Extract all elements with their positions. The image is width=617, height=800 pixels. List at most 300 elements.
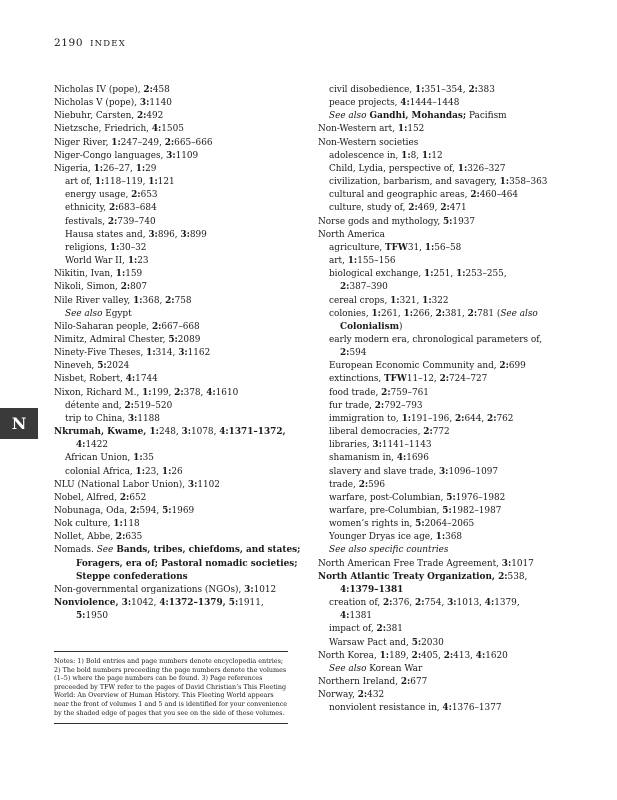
entry-text-part: 1: [113, 519, 123, 530]
index-entry [54, 597, 290, 610]
entry-text-part: détente and, [65, 400, 125, 411]
entry-text-part: 3: [180, 229, 190, 240]
entry-text-part: 807 [130, 282, 148, 293]
entry-text-part: 2: [119, 492, 130, 503]
entry-text-part: 644, [464, 413, 488, 424]
entry-text-part: 381, [445, 308, 468, 319]
entry-text-part: Gandhi, Mohandas; [366, 111, 467, 122]
entry-text-part: 4:1371–1372, [219, 427, 286, 438]
entry-text-part: Nilo-Saharan people, [54, 321, 152, 332]
entry-text-part: Non-governmental organizations (NGOs), [54, 584, 245, 595]
entry-text-part: North American Free Trade Agreement, [318, 558, 502, 569]
entry-text-part: 2: [143, 85, 153, 95]
entry-text-part: North Korea, [318, 650, 380, 661]
entry-text-part: 56–58 [434, 242, 462, 253]
entry-text-part: Nile River valley, [54, 295, 134, 306]
entry-text-part: 1: [135, 163, 146, 174]
entry-text-part: adolescence in, [329, 150, 402, 161]
entry-text-part: 8, [410, 150, 422, 161]
entry-text-part: 314, [155, 348, 179, 359]
entry-text-part: 519–520 [133, 400, 173, 411]
index-entry [54, 387, 290, 400]
entry-text-part: 5: [442, 216, 453, 227]
entry-text-part: 1376–1377 [451, 703, 502, 714]
index-continuation [54, 571, 290, 584]
entry-text-part: 1950 [85, 611, 109, 622]
index-subentry [318, 466, 564, 479]
entry-text-part: 4: [340, 611, 350, 622]
entry-text-part: 2: [470, 190, 480, 201]
index-subentry [54, 452, 290, 465]
index-continuation [54, 610, 290, 623]
entry-text-part: 3: [121, 598, 132, 609]
entry-text-part: 1969 [171, 506, 195, 516]
entry-text-part: 1: [127, 256, 138, 267]
index-entry [54, 295, 290, 308]
entry-text-part: 1: [421, 150, 432, 161]
index-continuation [318, 584, 564, 597]
index-continuation [318, 347, 564, 360]
entry-text-part: 118 [122, 519, 140, 530]
entry-text-part: 1620 [485, 650, 508, 661]
entry-text-part: 2: [415, 598, 425, 609]
index-subentry [318, 544, 564, 557]
entry-text-part: 2: [383, 598, 393, 609]
entry-text-part: 2: [468, 85, 478, 95]
entry-text-part: 1102 [197, 479, 220, 490]
entry-text-part: TFW [384, 374, 407, 385]
entry-text-part: 1911, [238, 598, 264, 609]
entry-text-part: impact of, [329, 624, 377, 635]
entry-text-part: culture, study of, [329, 203, 409, 214]
entry-text-part: 471 [449, 203, 467, 214]
index-subentry [54, 242, 290, 255]
entry-text-part: 1: [94, 177, 105, 188]
entry-text-part: 432 [367, 690, 385, 701]
entry-text-part: See also [65, 308, 103, 319]
entry-text-part: Child, Lydia, perspective of, [329, 163, 458, 174]
index-entry [54, 584, 290, 597]
entry-text-part: 594, [139, 506, 163, 516]
index-entry [318, 137, 564, 150]
entry-text-part: ) where the page numbers can be found. 3) Page references preceeded by [54, 674, 263, 691]
index-continuation [318, 610, 564, 623]
entry-text-part: 1: [115, 269, 126, 280]
entry-text-part: Niger River, [54, 137, 112, 148]
entry-text-part: 35 [142, 453, 154, 464]
index-entry [318, 676, 564, 689]
entry-text-part: religions, [65, 242, 110, 253]
entry-text-part: 1444–1448 [409, 98, 460, 109]
entry-text-part: 5: [162, 506, 172, 516]
entry-text-part: Nollet, Abbe, [54, 532, 116, 543]
index-entry [54, 544, 301, 557]
entry-text-part: Steppe confederations [76, 571, 188, 582]
entry-text-part: 460–464 [479, 190, 519, 201]
index-entry [54, 281, 290, 294]
entry-text-part: 4: [76, 440, 86, 451]
entry-text-part: 11–12, [406, 374, 440, 385]
entry-text-part: 321, [399, 295, 423, 306]
index-entry [318, 650, 564, 663]
entry-text-part: Nok culture, [54, 519, 114, 530]
entry-text-part: 652 [129, 492, 147, 503]
entry-text-part: This Fleeting World: An Overview of Human History. [54, 682, 287, 700]
entry-text-part: art of, [65, 177, 95, 188]
entry-text-part: 351–354, [424, 85, 469, 95]
entry-text-part: 266, [413, 308, 436, 319]
entry-text-part: 2: [499, 361, 509, 372]
entry-text-part: 3: [166, 150, 176, 161]
entry-text-part: 1141–1143 [381, 440, 432, 451]
entry-text-part: civilization, barbarism, and savagery, [329, 177, 500, 188]
entry-text-part: 2: [151, 321, 162, 332]
index-subentry [318, 295, 564, 308]
index-subentry [318, 623, 564, 636]
entry-text-part: fur trade, [329, 400, 375, 411]
entry-text-part: 3: [438, 466, 449, 477]
entry-text-part: 1505 [161, 124, 184, 135]
index-subentry [318, 97, 564, 110]
entry-text-part: See also [329, 111, 367, 122]
index-subentry [54, 229, 290, 242]
index-entry [54, 360, 290, 373]
index-subentry [318, 452, 564, 465]
entry-text-part: 594 [349, 348, 367, 359]
entry-text-part: 358–363 [509, 177, 548, 188]
entry-text-part: 781 ( [477, 308, 501, 319]
entry-text-part: 1012 [253, 584, 277, 595]
entry-text-part: Niger-Congo languages, [54, 150, 167, 161]
entry-text-part: creation of, [329, 598, 383, 609]
entry-text-part: 2030 [421, 637, 444, 648]
entry-text-part: refer to the pages of David Christian’s [115, 682, 244, 691]
entry-text-part: 2: [381, 387, 391, 398]
index-entry [54, 321, 290, 334]
entry-text-part: 538, [507, 571, 528, 582]
entry-text-part: 2: [115, 532, 126, 543]
entry-text-part: 1: [135, 466, 145, 477]
entry-text-part: 1162 [187, 348, 211, 359]
entry-text-part: 5: [168, 334, 178, 345]
notes-text [54, 657, 288, 717]
entry-text-part: 2: [376, 624, 386, 635]
entry-text-part: 4:1379–1381 [340, 584, 404, 595]
index-entry [54, 426, 290, 439]
entry-text-part: Notes: [54, 657, 76, 665]
entry-text-part: Nietzsche, Friedrich, [54, 124, 152, 135]
index-entry [54, 150, 290, 163]
entry-text-part: 2: [108, 203, 119, 214]
section-letter: N [11, 414, 27, 433]
index-subentry [318, 505, 564, 518]
entry-text-part: 2: [107, 216, 118, 227]
index-entry [318, 558, 564, 571]
index-subentry [54, 466, 290, 479]
entry-text-part: 1381 [349, 611, 373, 622]
index-subentry [54, 400, 290, 413]
entry-text-part: 1: [111, 137, 121, 148]
index-subentry [54, 189, 290, 202]
entry-text-part: Bold [85, 657, 101, 665]
entry-text-part: 405, [421, 650, 444, 661]
entry-text-part: Nineveh, [54, 361, 98, 372]
entry-text-part: 31, [407, 242, 425, 253]
entry-text-part: 383 [477, 85, 495, 95]
entry-text-part: 2: [454, 413, 465, 424]
entry-text-part: 1017 [511, 558, 534, 569]
index-subentry [318, 308, 564, 321]
entry-text-part: TFW [99, 682, 116, 691]
index-entry [54, 110, 290, 123]
entry-text-part: 4: [206, 387, 216, 398]
entry-text-part: 5: [442, 506, 452, 516]
entry-text-part: 596 [368, 479, 386, 490]
entry-text-part: 3: [148, 229, 158, 240]
entry-text-part: 2: [400, 677, 411, 688]
entry-text-part: Nomads. [54, 545, 97, 556]
entry-text-part: 1: [422, 295, 432, 306]
entry-text-part: 492 [146, 111, 164, 122]
index-subentry [318, 176, 564, 189]
entry-text-part: 772 [432, 427, 450, 438]
entry-text-part: 667–668 [161, 321, 200, 332]
entry-text-part: 1: [424, 242, 435, 253]
entry-text-part: 1: [161, 466, 172, 477]
entry-text-part: early modern era, chronological parameters of, [329, 334, 543, 345]
entry-text-part: North Atlantic Treaty Organization, 2: [318, 571, 508, 582]
entry-text-part: ) [398, 321, 403, 332]
index-column-right [318, 84, 564, 716]
entry-text-part: 1937 [452, 216, 476, 227]
entry-text-part: 2: [439, 374, 450, 385]
entry-text-part: 5: [76, 611, 86, 622]
notes-box [54, 651, 288, 724]
entry-text-part: Norse gods and mythology, [318, 216, 443, 227]
entry-text-part: 724–727 [449, 374, 488, 385]
entry-text-part: entries and page numbers denote encyclopedia entries; 2) The bold numbers preceeding the page numbers denote the volumes ( [54, 657, 287, 683]
index-subentry [318, 702, 564, 715]
entry-text-part: food trade, [329, 387, 382, 398]
entry-text-part: 2: [130, 506, 140, 516]
entry-text-part: 4: [475, 650, 486, 661]
index-subentry [54, 255, 290, 268]
entry-text-part: 1096–1097 [448, 466, 499, 477]
index-subentry [318, 150, 564, 163]
entry-text-part: 635 [125, 532, 143, 543]
entry-text-part: See [96, 545, 114, 556]
entry-text-part: 322 [431, 295, 449, 306]
entry-text-part: 1: [397, 124, 408, 135]
entry-text-part: 1: [424, 269, 434, 280]
index-continuation [318, 281, 564, 294]
index-subentry [318, 373, 564, 386]
entry-text-part: 5: [446, 492, 456, 503]
index-entry [54, 137, 290, 150]
entry-text-part: 1: [148, 177, 158, 188]
index-subentry [318, 163, 564, 176]
entry-text-part: women’s rights in, [329, 519, 416, 530]
index-entry [54, 505, 290, 518]
entry-text-part: 1: [456, 269, 466, 280]
entry-text-part: 3: [178, 348, 188, 359]
entry-text-part: 381 [386, 624, 403, 635]
entry-text-part: 653 [140, 190, 158, 201]
entry-text-part: 2: [440, 203, 450, 214]
entry-text-part: 159 [125, 269, 143, 280]
entry-text-part: biological exchange, [329, 269, 425, 280]
entry-text-part: 1: [347, 256, 358, 267]
entry-text-part: Younger Dryas ice age, [329, 532, 436, 543]
entry-text-part: 1042, [131, 598, 160, 609]
entry-text-part: 1: [93, 163, 104, 174]
entry-text-part: 1379, [494, 598, 520, 609]
entry-text-part: 368, [142, 295, 166, 306]
entry-text-part: 1: [415, 85, 425, 95]
entry-text-part: Hausa states and, [65, 229, 149, 240]
entry-text-part: 247–249, [120, 137, 165, 148]
index-entry [54, 492, 290, 505]
entry-text-part: 1: [379, 650, 390, 661]
page-number: 2190 [54, 37, 84, 49]
entry-text-part: 2: [131, 190, 141, 201]
entry-text-part: 2: [467, 308, 478, 319]
entry-text-part: art, [329, 256, 348, 267]
index-subentry [318, 663, 564, 676]
entry-text-part: 1109 [175, 150, 199, 161]
entry-text-part: 23, [144, 466, 162, 477]
index-subentry [318, 597, 564, 610]
entry-text-part: Nigeria, [54, 163, 94, 174]
entry-text-part: agriculture, [329, 242, 385, 253]
entry-text-part: 469, [417, 203, 441, 214]
entry-text-part: 2: [340, 348, 350, 359]
entry-text-part: 1: [371, 308, 381, 319]
entry-text-part: 1–5 [56, 674, 68, 683]
entry-text-part: slavery and slave trade, [329, 466, 439, 477]
entry-text-part: 1610 [215, 387, 239, 398]
entry-text-part: 248, [158, 427, 182, 438]
index-entry [54, 97, 290, 110]
entry-text-part: 762 [496, 413, 514, 424]
entry-text-part: 1078, [190, 427, 220, 438]
entry-text-part: 1982–1987 [451, 506, 502, 516]
entry-text-part: 1) [75, 657, 86, 665]
index-continuation [318, 321, 564, 334]
entry-text-part: 413, [453, 650, 476, 661]
entry-text-part: 2064–2065 [424, 519, 475, 530]
entry-text-part: See also [329, 663, 367, 674]
entry-text-part: 5: [97, 361, 107, 372]
entry-text-part: 759–761 [390, 387, 429, 398]
index-subentry [318, 426, 564, 439]
entry-text-part: 665–666 [174, 137, 213, 148]
index-subentry [318, 492, 564, 505]
entry-text-part: Nimitz, Admiral Chester, [54, 334, 169, 345]
entry-text-part: World War II, [65, 256, 128, 267]
entry-text-part: 2: [443, 650, 454, 661]
index-entry [54, 373, 290, 386]
entry-text-part: 1: [499, 177, 510, 188]
entry-text-part: 23 [137, 256, 149, 267]
entry-text-part: 2: [374, 400, 385, 411]
entry-text-part: Nkrumah, Kwame, 1: [54, 427, 159, 438]
entry-text-part: 699 [508, 361, 526, 372]
entry-text-part: extinctions, [329, 374, 385, 385]
index-subentry [54, 202, 290, 215]
entry-text-part: 1: [146, 348, 156, 359]
entry-text-part: 326–327 [467, 163, 506, 174]
entry-text-part: 251, [433, 269, 457, 280]
entry-text-part: Niebuhr, Carsten, [54, 111, 137, 122]
entry-text-part: 1: [403, 308, 413, 319]
entry-text-part: 2: [165, 295, 175, 306]
entry-text-part: 1: [142, 387, 152, 398]
entry-text-part: Bands, tribes, chiefdoms, and states; [113, 545, 301, 556]
index-subentry [318, 110, 564, 123]
entry-text-part: 2: [340, 282, 350, 293]
entry-text-part: 2: [435, 308, 446, 319]
entry-text-part: 3: [181, 427, 191, 438]
entry-text-part: 29 [145, 163, 157, 174]
entry-text-part: 1: [390, 295, 400, 306]
entry-text-part: 2: [487, 413, 497, 424]
entry-text-part: festivals, [65, 216, 108, 227]
entry-text-part: liberal democracies, [329, 427, 424, 438]
index-subentry [318, 242, 564, 255]
entry-text-part: 1422 [85, 440, 109, 451]
entry-text-part: Nisbet, Robert, [54, 374, 126, 385]
entry-text-part: NLU (National Labor Union), [54, 479, 188, 490]
entry-text-part: nonviolent resistance in, [329, 703, 443, 714]
entry-text-part: shamanism in, [329, 453, 397, 464]
entry-text-part: North America [318, 229, 385, 240]
index-subentry [318, 360, 564, 373]
page-header [54, 37, 126, 49]
entry-text-part: trip to China, [65, 413, 128, 424]
entry-text-part: 1: [109, 242, 120, 253]
entry-text-part: European Economic Community and, [329, 361, 500, 372]
entry-text-part: 2: [408, 203, 418, 214]
entry-text-part: 368 [445, 532, 463, 543]
entry-text-part: Ninety-Five Theses, [54, 348, 147, 359]
entry-text-part: 3: [244, 584, 254, 595]
entry-text-part: 4: [151, 124, 162, 135]
entry-text-part: 2: [124, 400, 134, 411]
entry-text-part: colonies, [329, 308, 372, 319]
entry-text-part: 1188 [137, 413, 160, 424]
index-entry [318, 689, 564, 702]
index-subentry [318, 518, 564, 531]
entry-text-part: Pacifism [466, 111, 507, 122]
index-subentry [318, 387, 564, 400]
entry-text-part: African Union, [65, 453, 134, 464]
entry-text-part: 2: [174, 387, 184, 398]
entry-text-part: Nobunaga, Oda, [54, 506, 131, 516]
index-continuation [54, 439, 290, 452]
entry-text-part: 26 [171, 466, 183, 477]
entry-text-part: This Fleeting World [181, 691, 246, 700]
entry-text-part: 739–740 [117, 216, 156, 227]
entry-text-part: 4: [484, 598, 495, 609]
entry-text-part: 152 [407, 124, 425, 135]
index-subentry [318, 255, 564, 268]
entry-text-part: Nixon, Richard M., [54, 387, 143, 398]
index-subentry [318, 202, 564, 215]
entry-text-part: 3: [447, 598, 457, 609]
entry-text-part: Nikoli, Simon, [54, 282, 121, 293]
entry-text-part: 30–32 [119, 242, 147, 253]
